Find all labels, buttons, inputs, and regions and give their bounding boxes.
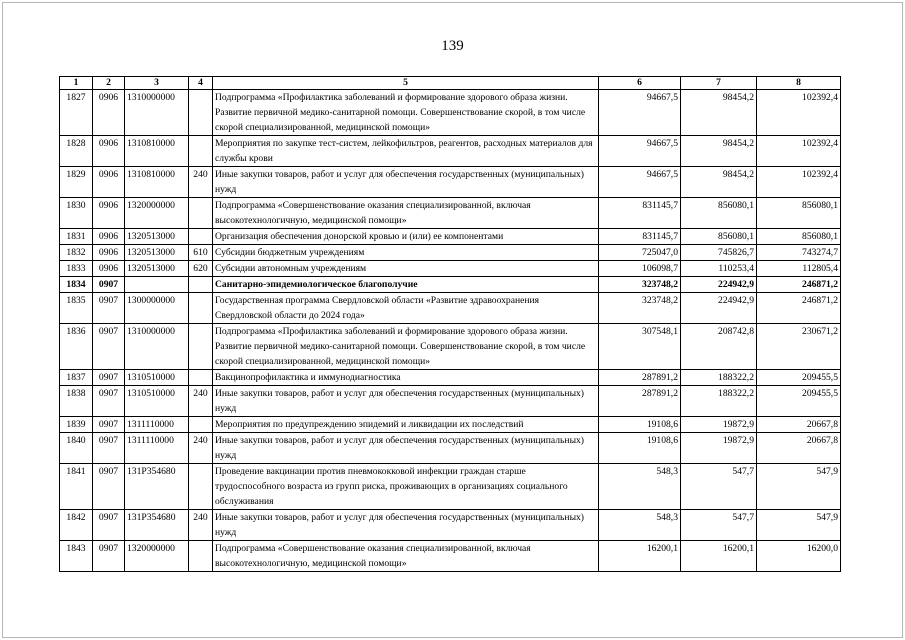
amount-col8-cell: 246871,2 bbox=[757, 293, 841, 324]
expense-kind-cell bbox=[189, 293, 213, 324]
table-row bbox=[60, 90, 841, 136]
budget-table bbox=[59, 76, 841, 572]
amount-col7-cell: 208742,8 bbox=[681, 324, 757, 370]
header-cell: 3 bbox=[125, 77, 189, 90]
amount-col8-cell: 20667,8 bbox=[757, 433, 841, 464]
item-name-cell: Санитарно-эпидемиологическое благополучие bbox=[213, 277, 599, 293]
amount-col6-cell: 19108,6 bbox=[599, 417, 681, 433]
page-number: 139 bbox=[441, 38, 464, 54]
section-code-cell: 0907 bbox=[93, 324, 125, 370]
amount-col8-cell: 102392,4 bbox=[757, 90, 841, 136]
target-code-cell: 1320000000 bbox=[125, 541, 189, 572]
row-number-cell: 1833 bbox=[60, 261, 93, 277]
section-code-cell: 0907 bbox=[93, 386, 125, 417]
amount-col6-cell: 725047,0 bbox=[599, 245, 681, 261]
amount-col7-cell: 19872,9 bbox=[681, 433, 757, 464]
amount-col7-cell: 98454,2 bbox=[681, 90, 757, 136]
expense-kind-cell bbox=[189, 229, 213, 245]
header-row bbox=[60, 77, 841, 90]
target-code-cell: 1320513000 bbox=[125, 261, 189, 277]
item-name-cell: Подпрограмма «Профилактика заболеваний и формирование здорового образа жизни. Развитие первичной медико-санитарной помощи. Совершенствование скорой, в том числе скорой специализированной, медицинской помощи» bbox=[213, 324, 599, 370]
target-code-cell: 1310510000 bbox=[125, 370, 189, 386]
section-code-cell: 0907 bbox=[93, 510, 125, 541]
target-code-cell: 1320513000 bbox=[125, 229, 189, 245]
row-number-cell: 1836 bbox=[60, 324, 93, 370]
header-cell: 8 bbox=[757, 77, 841, 90]
amount-col6-cell: 831145,7 bbox=[599, 229, 681, 245]
table-row bbox=[60, 541, 841, 572]
target-code-cell: 1311110000 bbox=[125, 417, 189, 433]
table-row bbox=[60, 324, 841, 370]
item-name-cell: Организация обеспечения донорской кровью и (или) ее компонентами bbox=[213, 229, 599, 245]
section-code-cell: 0907 bbox=[93, 370, 125, 386]
row-number-cell: 1831 bbox=[60, 229, 93, 245]
expense-kind-cell bbox=[189, 541, 213, 572]
amount-col8-cell: 856080,1 bbox=[757, 198, 841, 229]
target-code-cell: 131P354680 bbox=[125, 464, 189, 510]
amount-col7-cell: 188322,2 bbox=[681, 386, 757, 417]
section-code-cell: 0907 bbox=[93, 541, 125, 572]
item-name-cell: Субсидии автономным учреждениям bbox=[213, 261, 599, 277]
amount-col6-cell: 94667,5 bbox=[599, 167, 681, 198]
item-name-cell: Государственная программа Свердловской области «Развитие здравоохранения Свердловской области до 2024 года» bbox=[213, 293, 599, 324]
amount-col6-cell: 323748,2 bbox=[599, 293, 681, 324]
section-code-cell: 0907 bbox=[93, 277, 125, 293]
amount-col7-cell: 19872,9 bbox=[681, 417, 757, 433]
table-row bbox=[60, 433, 841, 464]
amount-col6-cell: 307548,1 bbox=[599, 324, 681, 370]
amount-col8-cell: 230671,2 bbox=[757, 324, 841, 370]
item-name-cell: Вакцинопрофилактика и иммунодиагностика bbox=[213, 370, 599, 386]
expense-kind-cell bbox=[189, 198, 213, 229]
expense-kind-cell: 610 bbox=[189, 245, 213, 261]
expense-kind-cell: 240 bbox=[189, 167, 213, 198]
row-number-cell: 1838 bbox=[60, 386, 93, 417]
row-number-cell: 1839 bbox=[60, 417, 93, 433]
amount-col6-cell: 94667,5 bbox=[599, 90, 681, 136]
table-row bbox=[60, 386, 841, 417]
amount-col8-cell: 209455,5 bbox=[757, 386, 841, 417]
header-cell: 1 bbox=[60, 77, 93, 90]
expense-kind-cell bbox=[189, 370, 213, 386]
target-code-cell: 131P354680 bbox=[125, 510, 189, 541]
expense-kind-cell bbox=[189, 417, 213, 433]
amount-col6-cell: 548,3 bbox=[599, 464, 681, 510]
expense-kind-cell: 240 bbox=[189, 386, 213, 417]
target-code-cell bbox=[125, 277, 189, 293]
section-code-cell: 0907 bbox=[93, 433, 125, 464]
amount-col8-cell: 856080,1 bbox=[757, 229, 841, 245]
row-number-cell: 1842 bbox=[60, 510, 93, 541]
table-row bbox=[60, 167, 841, 198]
item-name-cell: Иные закупки товаров, работ и услуг для обеспечения государственных (муниципальных) нужд bbox=[213, 510, 599, 541]
table-row bbox=[60, 136, 841, 167]
amount-col7-cell: 16200,1 bbox=[681, 541, 757, 572]
target-code-cell: 1310810000 bbox=[125, 136, 189, 167]
row-number-cell: 1828 bbox=[60, 136, 93, 167]
expense-kind-cell: 620 bbox=[189, 261, 213, 277]
amount-col8-cell: 743274,7 bbox=[757, 245, 841, 261]
table-row bbox=[60, 370, 841, 386]
amount-col6-cell: 287891,2 bbox=[599, 370, 681, 386]
target-code-cell: 1320513000 bbox=[125, 245, 189, 261]
amount-col8-cell: 102392,4 bbox=[757, 136, 841, 167]
expense-kind-cell bbox=[189, 464, 213, 510]
item-name-cell: Подпрограмма «Совершенствование оказания специализированной, включая высокотехнологичную, медицинской помощи» bbox=[213, 198, 599, 229]
target-code-cell: 1310510000 bbox=[125, 386, 189, 417]
section-code-cell: 0906 bbox=[93, 198, 125, 229]
section-code-cell: 0907 bbox=[93, 293, 125, 324]
amount-col6-cell: 323748,2 bbox=[599, 277, 681, 293]
amount-col6-cell: 106098,7 bbox=[599, 261, 681, 277]
section-code-cell: 0906 bbox=[93, 90, 125, 136]
amount-col7-cell: 98454,2 bbox=[681, 167, 757, 198]
row-number-cell: 1829 bbox=[60, 167, 93, 198]
amount-col7-cell: 856080,1 bbox=[681, 229, 757, 245]
table-row bbox=[60, 293, 841, 324]
item-name-cell: Подпрограмма «Совершенствование оказания специализированной, включая высокотехнологичную, медицинской помощи» bbox=[213, 541, 599, 572]
amount-col6-cell: 548,3 bbox=[599, 510, 681, 541]
expense-kind-cell: 240 bbox=[189, 510, 213, 541]
item-name-cell: Мероприятия по закупке тест-систем, лейкофильтров, реагентов, расходных материалов для службы крови bbox=[213, 136, 599, 167]
expense-kind-cell bbox=[189, 90, 213, 136]
amount-col7-cell: 745826,7 bbox=[681, 245, 757, 261]
row-number-cell: 1837 bbox=[60, 370, 93, 386]
amount-col8-cell: 547,9 bbox=[757, 510, 841, 541]
item-name-cell: Мероприятия по предупреждению эпидемий и ликвидации их последствий bbox=[213, 417, 599, 433]
table-row bbox=[60, 229, 841, 245]
target-code-cell: 1310000000 bbox=[125, 324, 189, 370]
section-code-cell: 0906 bbox=[93, 245, 125, 261]
item-name-cell: Иные закупки товаров, работ и услуг для обеспечения государственных (муниципальных) нужд bbox=[213, 433, 599, 464]
amount-col8-cell: 209455,5 bbox=[757, 370, 841, 386]
row-number-cell: 1827 bbox=[60, 90, 93, 136]
expense-kind-cell bbox=[189, 277, 213, 293]
amount-col7-cell: 224942,9 bbox=[681, 293, 757, 324]
amount-col6-cell: 831145,7 bbox=[599, 198, 681, 229]
amount-col7-cell: 856080,1 bbox=[681, 198, 757, 229]
table-row bbox=[60, 277, 841, 293]
expense-kind-cell: 240 bbox=[189, 433, 213, 464]
row-number-cell: 1835 bbox=[60, 293, 93, 324]
header-cell: 7 bbox=[681, 77, 757, 90]
expense-kind-cell bbox=[189, 136, 213, 167]
amount-col7-cell: 224942,9 bbox=[681, 277, 757, 293]
header-cell: 6 bbox=[599, 77, 681, 90]
amount-col7-cell: 98454,2 bbox=[681, 136, 757, 167]
expense-kind-cell bbox=[189, 324, 213, 370]
section-code-cell: 0906 bbox=[93, 261, 125, 277]
amount-col8-cell: 112805,4 bbox=[757, 261, 841, 277]
target-code-cell: 1310810000 bbox=[125, 167, 189, 198]
item-name-cell: Субсидии бюджетным учреждениям bbox=[213, 245, 599, 261]
section-code-cell: 0906 bbox=[93, 136, 125, 167]
amount-col6-cell: 287891,2 bbox=[599, 386, 681, 417]
row-number-cell: 1834 bbox=[60, 277, 93, 293]
header-cell: 5 bbox=[213, 77, 599, 90]
amount-col6-cell: 16200,1 bbox=[599, 541, 681, 572]
row-number-cell: 1832 bbox=[60, 245, 93, 261]
target-code-cell: 1300000000 bbox=[125, 293, 189, 324]
amount-col8-cell: 16200,0 bbox=[757, 541, 841, 572]
section-code-cell: 0906 bbox=[93, 229, 125, 245]
target-code-cell: 1310000000 bbox=[125, 90, 189, 136]
amount-col8-cell: 102392,4 bbox=[757, 167, 841, 198]
target-code-cell: 1320000000 bbox=[125, 198, 189, 229]
amount-col6-cell: 94667,5 bbox=[599, 136, 681, 167]
section-code-cell: 0907 bbox=[93, 464, 125, 510]
row-number-cell: 1840 bbox=[60, 433, 93, 464]
target-code-cell: 1311110000 bbox=[125, 433, 189, 464]
item-name-cell: Подпрограмма «Профилактика заболеваний и формирование здорового образа жизни. Развитие первичной медико-санитарной помощи. Совершенствование скорой, в том числе скорой специализированной, медицинской помощи» bbox=[213, 90, 599, 136]
header-cell: 2 bbox=[93, 77, 125, 90]
amount-col7-cell: 547,7 bbox=[681, 510, 757, 541]
table-row bbox=[60, 464, 841, 510]
section-code-cell: 0906 bbox=[93, 167, 125, 198]
amount-col7-cell: 188322,2 bbox=[681, 370, 757, 386]
amount-col8-cell: 547,9 bbox=[757, 464, 841, 510]
amount-col8-cell: 246871,2 bbox=[757, 277, 841, 293]
amount-col6-cell: 19108,6 bbox=[599, 433, 681, 464]
item-name-cell: Проведение вакцинации против пневмококковой инфекции граждан старше трудоспособного возраста из групп риска, проживающих в организациях социального обслуживания bbox=[213, 464, 599, 510]
table-row bbox=[60, 510, 841, 541]
amount-col8-cell: 20667,8 bbox=[757, 417, 841, 433]
table-row bbox=[60, 198, 841, 229]
amount-col7-cell: 547,7 bbox=[681, 464, 757, 510]
row-number-cell: 1830 bbox=[60, 198, 93, 229]
item-name-cell: Иные закупки товаров, работ и услуг для обеспечения государственных (муниципальных) нужд bbox=[213, 167, 599, 198]
header-cell: 4 bbox=[189, 77, 213, 90]
row-number-cell: 1841 bbox=[60, 464, 93, 510]
table-row bbox=[60, 417, 841, 433]
amount-col7-cell: 110253,4 bbox=[681, 261, 757, 277]
item-name-cell: Иные закупки товаров, работ и услуг для обеспечения государственных (муниципальных) нужд bbox=[213, 386, 599, 417]
section-code-cell: 0907 bbox=[93, 417, 125, 433]
table-row bbox=[60, 245, 841, 261]
table-row bbox=[60, 261, 841, 277]
row-number-cell: 1843 bbox=[60, 541, 93, 572]
